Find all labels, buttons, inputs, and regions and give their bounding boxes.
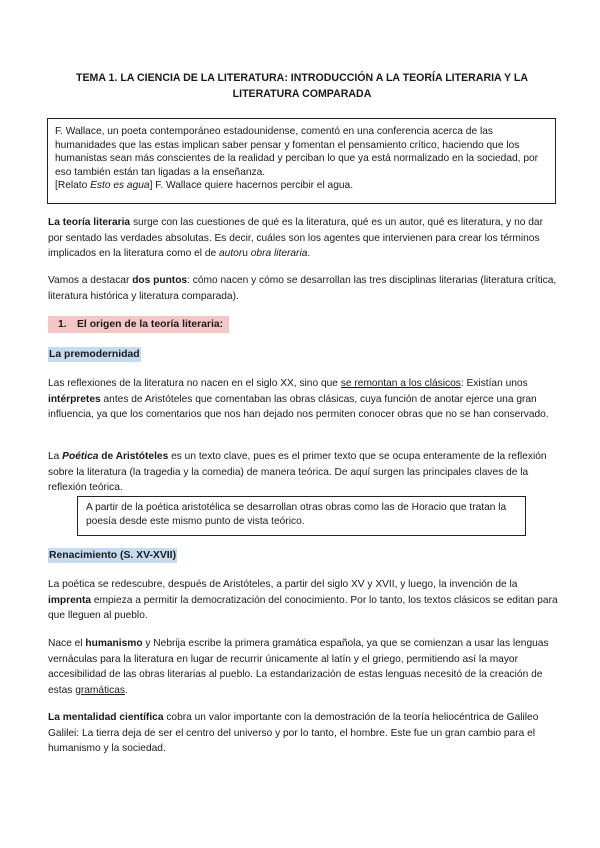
prem-p2-a: La [48,451,63,462]
intro-end: . [307,248,311,259]
ren-p2-bold: humanismo [85,638,143,649]
ren-p2-end: . [125,684,128,696]
premodernidad-heading: La premodernidad [49,349,140,360]
document-title [48,71,556,102]
ren-p3-text: cobra un valor importante con la demostración de la teoría heliocéntrica de Galileo Galilei: La tierra deja de ser el centro del universo y por lo tanto, el hombre. Este fue un gran cambio para el humanismo y la sociedad. [48,712,539,754]
prem-p2-poetica: Poética [62,451,99,462]
section-1-number: 1. [58,319,67,330]
ren-p2-a: Nace el [48,638,86,649]
intro-paragraph [48,215,558,262]
destacar-paragraph [48,273,558,304]
intro-obra: obra literaria [250,248,308,259]
premodernidad-paragraph-2 [48,449,558,496]
ren-p3-bold: La mentalidad científica [48,712,164,723]
relato-prefix: [Relato [55,180,91,192]
renacimiento-heading: Renacimiento (S. XV-XVII) [49,550,177,561]
destacar-text: : cómo nacen y cómo se desarrollan las tres disciplinas literarias (literatura crítica, literatura histórica y literatura comparada). [48,275,557,302]
title-line-1: TEMA 1. LA CIENCIA DE LA LITERATURA: INTRODUCCIÓN A LA TEORÍA LITERARIA Y LA [76,72,528,84]
ren-p1-bold: imprenta [48,594,92,606]
renacimiento-paragraph-1 [48,577,558,624]
destacar-pre: Vamos a destacar [48,275,133,286]
wallace-quote-text: F. Wallace, un poeta contemporáneo estadounidense, comentó en una conferencia acerca de las humanidades que las estas implican saber pensar y fomentan el pensamiento crítico, haciendo que los humanistas sean más conscientes de la realidad y perciban lo que ya está normalizado en la sociedad, por eso también están tan ligadas a la enseñanza. [55,126,539,178]
horacio-box: A partir de la poética aristotélica se desarrollan otras obras como las de Horacio que tratan la poesía desde este mismo punto de vista teórico. [77,496,526,536]
intro-connector: u [242,248,251,259]
prem-p1-underline: se remontan a los clásicos [340,378,461,389]
renacimiento-paragraph-2 [48,636,558,698]
title-line-2: LITERATURA COMPARADA [232,87,372,100]
intro-autor: autor [219,248,243,259]
ren-p1-a: La poética se redescubre, después de Aristóteles, a partir del siglo XV y XVII, y luego, la invención de la [48,579,518,590]
prem-p2-aristoteles: de Aristóteles [98,451,169,462]
ren-p1-b: empieza a permitir la democratización del conocimiento. Por lo tanto, los textos clásicos se editan para que lleguen al pueblo. [48,594,558,621]
renacimiento-paragraph-3 [48,710,558,757]
section-1-heading [48,316,229,333]
wallace-quote-box [47,118,556,204]
premodernidad-paragraph-1 [48,376,558,423]
prem-p1-b: : Existían unos [460,378,528,389]
prem-p2-b: es un texto clave, pues es el primer texto que se ocupa enteramente de la reflexión sobre la literatura (la tragedia y la comedia) de manera teórica. De aquí surgen las principales claves de la reflexión teórica. [48,451,547,493]
relato-suffix: ] F. Wallace quiere hacernos percibir el agua. [149,180,354,192]
prem-p1-c: antes de Aristóteles que comentaban las obras clásicas, cuya función de anotar ejerce una gran influencia, ya que los comentarios que nos han dejado nos permiten conocer obras que no se han conservado. [48,393,549,420]
ren-p2-underline: gramáticas [75,684,126,696]
intro-text: surge con las cuestiones de qué es la literatura, qué es un autor, qué es literatura, y no dar por sentado las verdades absolutas. Es decir, cuáles son los agentes que intervienen para crear los términos implicados en la literatura como el de [48,217,543,259]
intro-bold: La teoría literaria [48,217,131,228]
section-1-label: El origen de la teoría literaria: [77,319,224,330]
prem-p1-a: Las reflexiones de la literatura no nacen en el siglo XX, sino que [48,378,341,389]
ren-p2-b: y Nebrija escribe la primera gramática española, ya que se comienzan a usar las lenguas vernáculas para la literatura en lugar de recurrir únicamente al latín y el griego, permitiendo así la mayor accesibilidad de las obras literarias al pueblo. La estandarización de estas lenguas necesitó de la creación de estas [48,638,549,696]
destacar-bold: dos puntos [132,275,188,286]
relato-title: Esto es agua [90,180,150,192]
prem-p1-bold: intérpretes [48,393,101,405]
relato-line [55,179,547,193]
